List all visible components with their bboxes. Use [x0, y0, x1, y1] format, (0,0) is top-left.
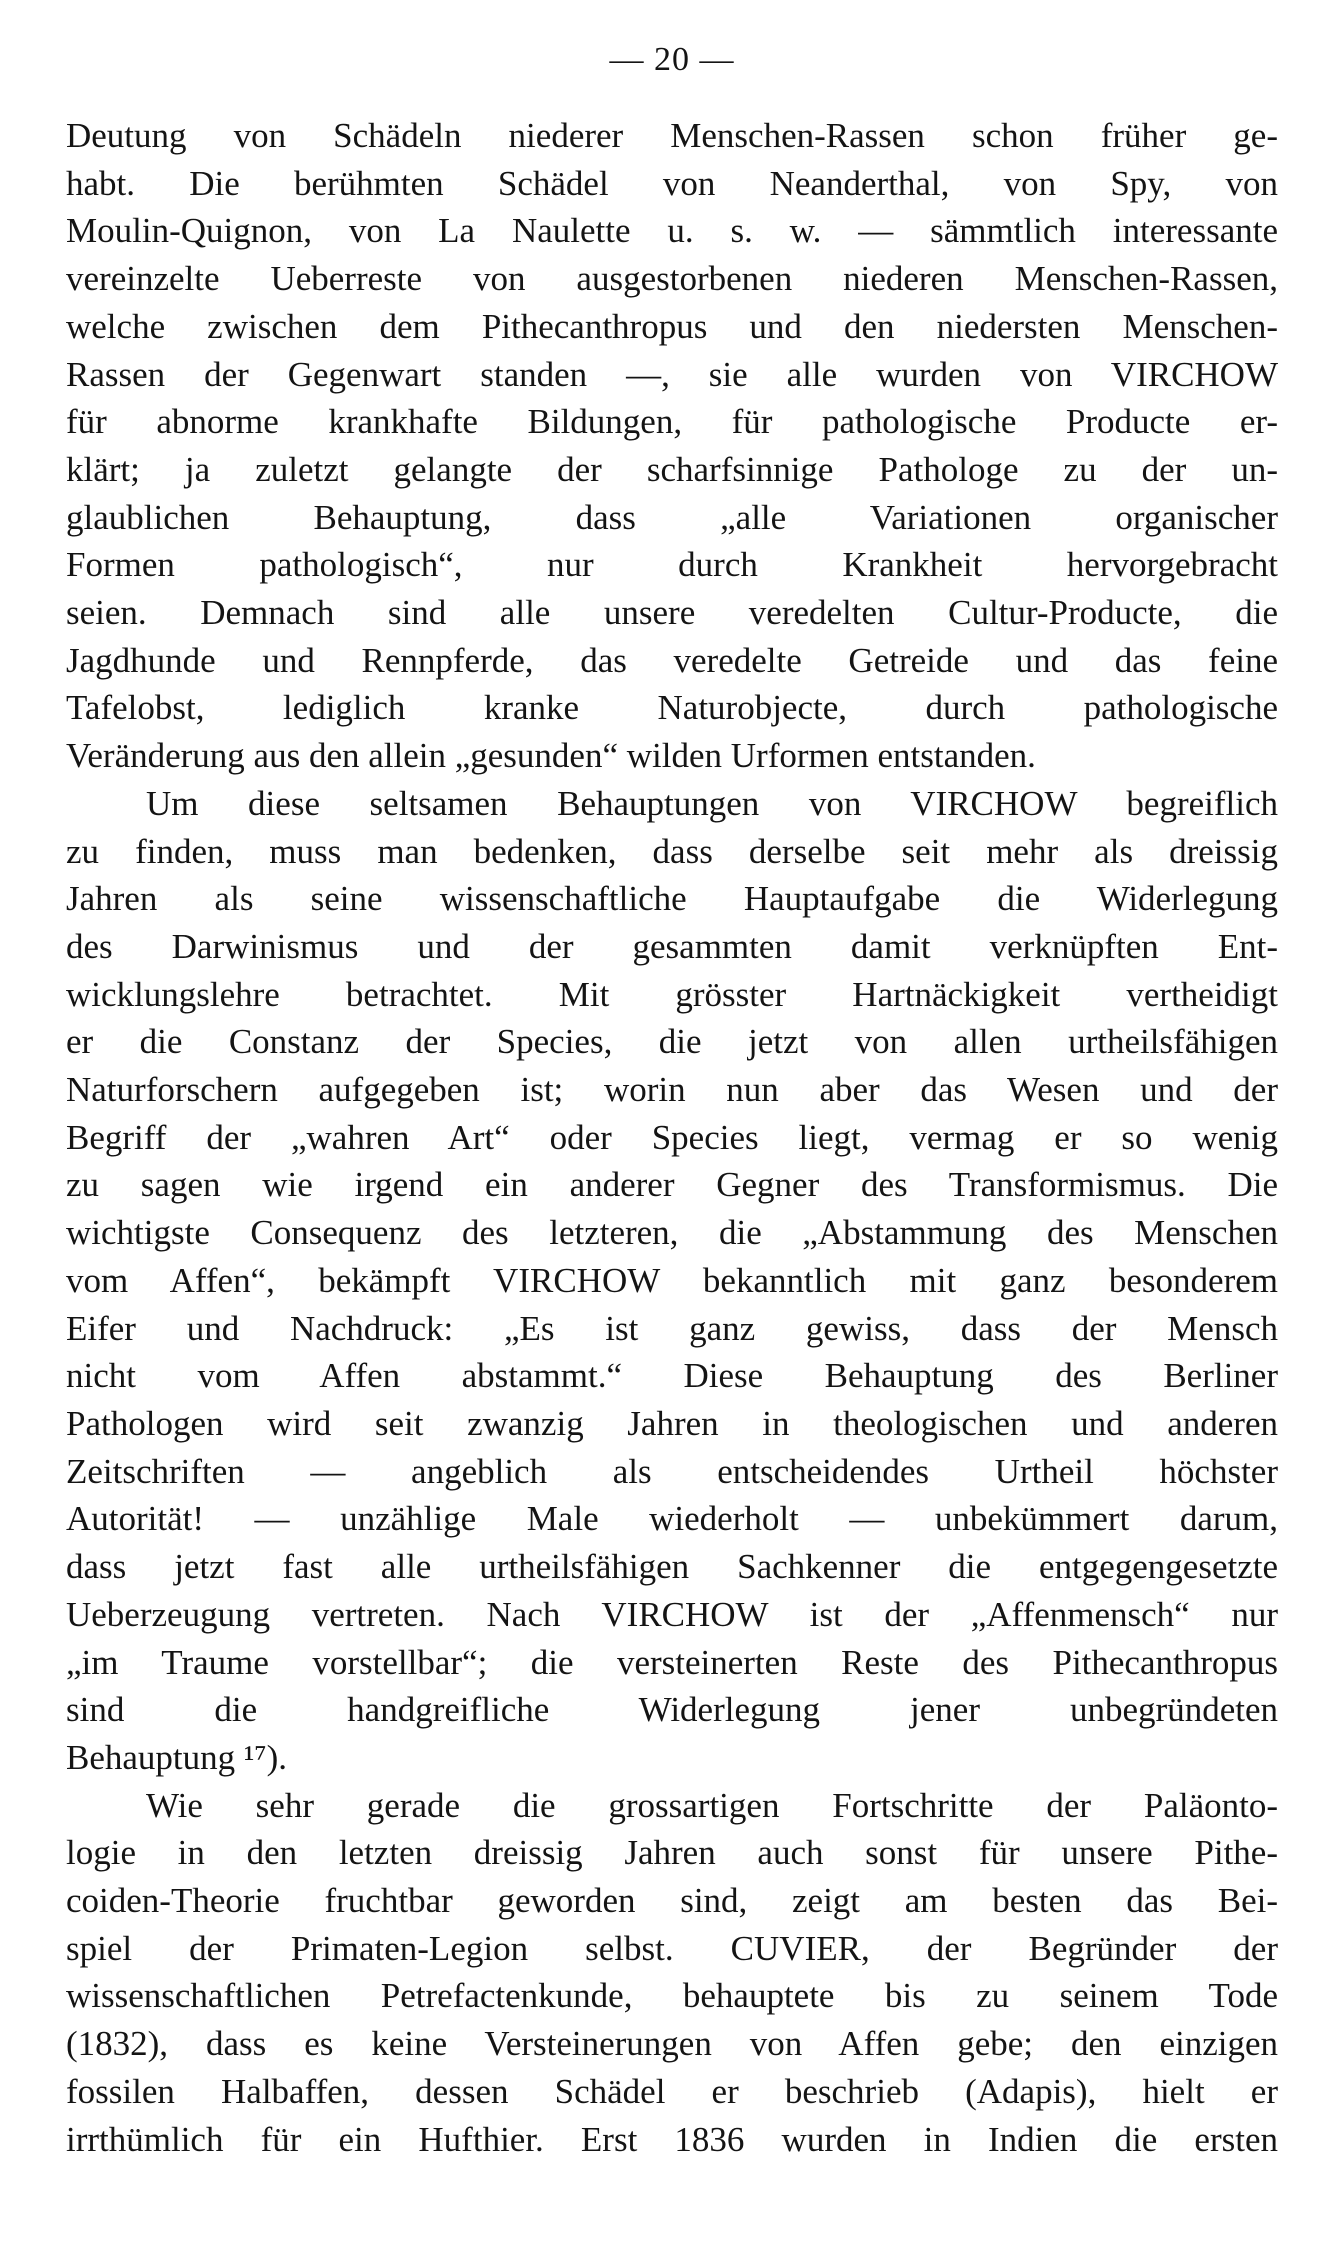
paragraph-1 — [66, 112, 1278, 780]
text-line: (1832), dass es keine Versteinerungen von Affen gebe; den einzigen — [66, 2024, 1278, 2064]
text-line: zu finden, muss man bedenken, dass derselbe seit mehr als dreissig — [66, 831, 1278, 871]
text-line: wissenschaftlichen Petrefactenkunde, behauptete bis zu seinem Tode — [66, 1976, 1278, 2016]
text-line: Ueberzeugung vertreten. Nach VIRCHOW ist der „Affenmensch“ nur — [66, 1594, 1278, 1634]
text-line: wichtigste Consequenz des letzteren, die „Abstammung des Menschen — [66, 1213, 1278, 1253]
text-line: nicht vom Affen abstammt.“ Diese Behauptung des Berliner — [66, 1356, 1278, 1396]
text-line: Veränderung aus den allein „gesunden“ wilden Urformen entstanden. — [66, 736, 1036, 776]
text-line: klärt; ja zuletzt gelangte der scharfsinnige Pathologe zu der un- — [66, 449, 1278, 489]
text-line: Eifer und Nachdruck: „Es ist ganz gewiss, dass der Mensch — [66, 1308, 1278, 1348]
text-line: coiden-Theorie fruchtbar geworden sind, zeigt am besten das Bei- — [66, 1881, 1278, 1921]
text-line: Tafelobst, lediglich kranke Naturobjecte, durch pathologische — [66, 688, 1278, 728]
text-line: des Darwinismus und der gesammten damit verknüpften Ent- — [66, 926, 1278, 966]
text-line: Naturforschern aufgegeben ist; worin nun aber das Wesen und der — [66, 1070, 1278, 1110]
document-page — [66, 30, 1278, 2163]
text-line: Behauptung ¹⁷). — [66, 1737, 287, 1777]
text-line: Formen pathologisch“, nur durch Krankheit hervorgebracht — [66, 545, 1278, 585]
text-line: vereinzelte Ueberreste von ausgestorbenen niederen Menschen-Rassen, — [66, 259, 1278, 299]
text-line: spiel der Primaten-Legion selbst. CUVIER, der Begründer der — [66, 1928, 1278, 1968]
text-line: Begriff der „wahren Art“ oder Species liegt, vermag er so wenig — [66, 1117, 1278, 1157]
text-line: Moulin-Quignon, von La Naulette u. s. w. — sämmtlich interessante — [66, 211, 1278, 251]
text-line: Um diese seltsamen Behauptungen von VIRCHOW begreiflich — [146, 783, 1278, 823]
text-line: Jahren als seine wissenschaftliche Hauptaufgabe die Widerlegung — [66, 879, 1278, 919]
paragraph-3 — [66, 1782, 1278, 2164]
text-line: seien. Demnach sind alle unsere veredelten Cultur-Producte, die — [66, 593, 1278, 633]
text-line: Jagdhunde und Rennpferde, das veredelte Getreide und das feine — [66, 640, 1278, 680]
text-line: für abnorme krankhafte Bildungen, für pathologische Producte er- — [66, 402, 1278, 442]
text-line: habt. Die berühmten Schädel von Neanderthal, von Spy, von — [66, 163, 1278, 203]
text-line: wicklungslehre betrachtet. Mit grösster Hartnäckigkeit vertheidigt — [66, 974, 1278, 1014]
text-line: Pathologen wird seit zwanzig Jahren in theologischen und anderen — [66, 1403, 1278, 1443]
text-line: Wie sehr gerade die grossartigen Fortschritte der Paläonto- — [146, 1785, 1278, 1825]
text-line: irrthümlich für ein Hufthier. Erst 1836 wurden in Indien die ersten — [66, 2119, 1278, 2159]
text-line: logie in den letzten dreissig Jahren auch sonst für unsere Pithe- — [66, 1833, 1278, 1873]
text-line: er die Constanz der Species, die jetzt von allen urtheilsfähigen — [66, 1022, 1278, 1062]
text-line: fossilen Halbaffen, dessen Schädel er beschrieb (Adapis), hielt er — [66, 2071, 1278, 2111]
body-text — [66, 112, 1278, 2163]
text-line: Zeitschriften — angeblich als entscheidendes Urtheil höchster — [66, 1451, 1278, 1491]
text-line: Rassen der Gegenwart standen —, sie alle wurden von VIRCHOW — [66, 354, 1278, 394]
text-line: welche zwischen dem Pithecanthropus und den niedersten Menschen- — [66, 306, 1278, 346]
text-line: vom Affen“, bekämpft VIRCHOW bekanntlich mit ganz besonderem — [66, 1260, 1278, 1300]
text-line: Autorität! — unzählige Male wiederholt — unbekümmert darum, — [66, 1499, 1278, 1539]
text-line: dass jetzt fast alle urtheilsfähigen Sachkenner die entgegengesetzte — [66, 1547, 1278, 1587]
text-line: sind die handgreifliche Widerlegung jener unbegründeten — [66, 1690, 1278, 1730]
text-line: Deutung von Schädeln niederer Menschen-Rassen schon früher ge- — [66, 116, 1278, 155]
text-line: glaublichen Behauptung, dass „alle Variationen organischer — [66, 497, 1278, 537]
text-line: „im Traume vorstellbar“; die versteinerten Reste des Pithecanthropus — [66, 1642, 1278, 1682]
page-number: — 20 — — [609, 41, 735, 78]
text-line: zu sagen wie irgend ein anderer Gegner des Transformismus. Die — [66, 1165, 1278, 1205]
paragraph-2 — [66, 780, 1278, 1782]
